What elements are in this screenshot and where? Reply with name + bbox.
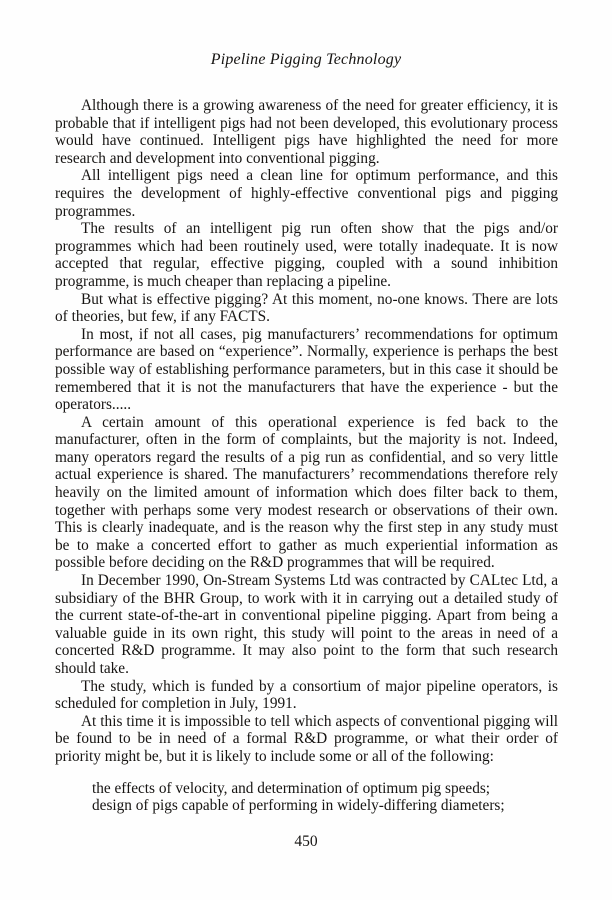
paragraph: In most, if not all cases, pig manufacturers’ recommendations for optimum performance are based on “experience”. Normally, experience is perhaps the best possible way of establishing performance parameters, but in this case it should be remembered that it is not the manufacturers that have the experience - but the operators..... (55, 325, 558, 414)
page-number: 450 (294, 833, 318, 850)
paragraph: At this time it is impossible to tell which aspects of conventional pigging will be found to be in need of a formal R&D programme, or what their order of priority might be, but it is likely to include some or all of the following: (55, 712, 558, 765)
paragraph: In December 1990, On-Stream Systems Ltd was contracted by CALtec Ltd, a subsidiary of the BHR Group, to work with it in carrying out a detailed study of the current state-of-the-art in conventional pipeline pigging. Apart from being a valuable guide in its own right, this study will point to the areas in need of a concerted R&D programme. It may also point to the form that such research should take. (55, 572, 558, 677)
topic-list (92, 780, 558, 815)
list-item: the effects of velocity, and determination of optimum pig speeds; (92, 779, 491, 797)
list-item: design of pigs capable of performing in widely-differing diameters; (92, 797, 505, 815)
paragraph: All intelligent pigs need a clean line for optimum performance, and this requires the development of highly-effective conventional pigs and pigging programmes. (55, 167, 558, 220)
paragraph: Although there is a growing awareness of the need for greater efficiency, it is probable that if intelligent pigs had not been developed, this evolutionary process would have continued. Intelligent pigs have highlighted the need for more research and development into conventional pigging. (55, 97, 558, 167)
paragraph: The study, which is funded by a consortium of major pipeline operators, is scheduled for completion in July, 1991. (55, 677, 558, 713)
running-header: Pipeline Pigging Technology (210, 51, 402, 68)
paragraph: The results of an intelligent pig run often show that the pigs and/or programmes which had been routinely used, were totally inadequate. It is now accepted that regular, effective pigging, coupled with a sound inhibition programme, is much cheaper than replacing a pipeline. (55, 220, 558, 290)
paragraph: A certain amount of this operational experience is fed back to the manufacturer, often in the form of complaints, but the majority is not. Indeed, many operators regard the results of a pig run as confidential, and so very little actual experience is shared. The manufacturers’ recommendations therefore rely heavily on the limited amount of information which does filter back to them, together with perhaps some very modest research or observations of their own. This is clearly inadequate, and is the reason why the first step in any study must be to make a concerted effort to gather as much experiential information as possible before deciding on the R&D programmes that will be required. (55, 413, 558, 572)
body-text (55, 97, 558, 815)
paragraph: But what is effective pigging? At this moment, no-one knows. There are lots of theories, but few, if any FACTS. (55, 290, 558, 326)
